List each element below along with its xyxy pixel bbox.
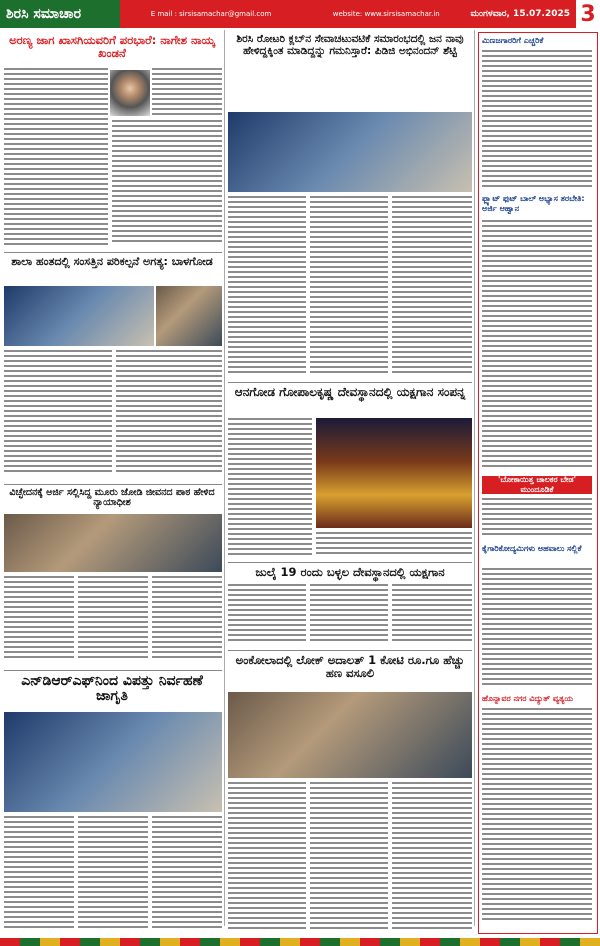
- headline-divorce: ವಿಚ್ಛೇದನಕ್ಕೆ ಅರ್ಜಿ ಸಲ್ಲಿಸಿದ್ದ ಮೂರು ಜೋಡಿ ಜೀವನದ ಪಾಠ ಹೇಳಿದ ನ್ಯಾಯಾಧೀಶ: [9, 487, 215, 509]
- article-text: [4, 350, 112, 480]
- column-rule: [224, 30, 225, 926]
- headline-rotary: ಶಿರಸಿ ರೋಟರಿ ಕ್ಲಬ್‌ನ ಸೇವಾಚಟುವಟಿಕೆ ಸಮಾರಂಭದಲ್ಲಿ ಜನ ನಾವು ಹೇಳಿದ್ದಕ್ಕಿಂತ ಮಾಡಿದ್ದನ್ನು ಗಮನಿಸ್ತಾರೆ: ಪಿಡಿಜಿ ಅಭಿನಂದನ್ ಶೆಟ್ಟಿ: [236, 33, 464, 57]
- sidebar-text: [482, 498, 592, 538]
- logo: ಶಿರಸಿ ಸಮಾಚಾರ: [0, 0, 120, 28]
- photo-lok-adalat: [228, 692, 472, 778]
- article-text: [392, 196, 472, 378]
- article-text: [228, 418, 312, 558]
- issue-date: ಮಂಗಳವಾರ, 15.07.2025: [470, 9, 570, 19]
- article-text: [152, 68, 222, 118]
- sidebar-heading-3: 'ಬೋಕಾಯಿತ್ತ ಚಾಲಕರ ಬೇಡ' ಮುಂದೂಡಿಕೆ: [482, 476, 592, 494]
- divider: [4, 670, 222, 671]
- sidebar-heading-2: ಫ್ಲ್ಯಾಟ್ ಫುಟ್ ಬಾಲ್ ಅಭ್ಯಾಸ ತರಬೇತಿ: ಅರ್ಜಿ ಆಹ್ವಾನ: [482, 194, 585, 213]
- article-text: [4, 816, 74, 932]
- photo-nagesh-naik: [110, 70, 150, 116]
- article-text: [392, 584, 472, 646]
- divider: [4, 252, 222, 253]
- photo-couples: [4, 514, 222, 572]
- article-text: [78, 816, 148, 932]
- footer-border: [0, 938, 600, 946]
- sidebar-heading-1: ಮಿಣಜಗಾರರಿಗೆ ಎಚ್ಚರಿಕೆ: [482, 36, 544, 45]
- article-text: [316, 532, 472, 558]
- article-text: [152, 816, 222, 932]
- article-text: [228, 782, 306, 932]
- article-text: [310, 584, 388, 646]
- sidebar-heading-4: ಕೈಗಾರಿಕೋದ್ಯಮಿಗಳು ಅಹವಾಲು ಸಲ್ಲಿಕೆ: [482, 544, 582, 553]
- email: E mail : sirsisamachar@gmail.com: [150, 10, 272, 18]
- photo-ndrf-training: [4, 712, 222, 812]
- headline-ndrf: ಎನ್‌ಡಿಆರ್‌ಎಫ್‌ನಿಂದ ವಿಪತ್ತು ನಿರ್ವಹಣೆ ಜಾಗೃತಿ: [21, 673, 203, 705]
- article-text: [78, 576, 148, 666]
- page-number: 3: [576, 0, 600, 28]
- article-text: [392, 782, 472, 932]
- divider: [228, 382, 472, 383]
- article-text: [228, 584, 306, 646]
- article-text: [4, 68, 108, 248]
- article-text: [112, 120, 222, 248]
- article-text: [228, 196, 306, 378]
- article-text: [310, 782, 388, 932]
- article-text: [152, 576, 222, 666]
- photo-school-event: [4, 286, 154, 346]
- article-text: [310, 196, 388, 378]
- photo-speaker: [156, 286, 222, 346]
- website: website: www.sirsisamachar.in: [332, 10, 440, 18]
- photo-yakshagana: [316, 418, 472, 528]
- headline-lok-adalat: ಅಂಕೋಲಾದಲ್ಲಿ ಲೋಕ್ ಅದಾಲತ್ 1 ಕೋಟಿ ರೂ.ಗೂ ಹೆಚ್ಚು ಹಣ ವಸೂಲಿ: [235, 653, 465, 680]
- sidebar-heading-5: ಹೊನ್ನಾವರ ನಗರ ವಿದ್ಯುತ್ ವ್ಯತ್ಯಯ: [482, 694, 574, 703]
- headline-yakshagana-ballal: ಜುಲೈ 19 ರಂದು ಬಳ್ಳಲ ದೇವಸ್ಥಾನದಲ್ಲಿ ಯಕ್ಷಗಾನ: [255, 565, 445, 579]
- sidebar-text: [482, 568, 592, 688]
- photo-rotary-event: [228, 112, 472, 192]
- divider: [4, 484, 222, 485]
- sidebar-text: [482, 708, 592, 928]
- divider: [228, 650, 472, 651]
- article-text: [116, 350, 222, 480]
- sidebar-text: [482, 50, 592, 190]
- masthead: [0, 0, 600, 28]
- headline-yakshagana-anagod: ಆನಗೋಡ ಗೋಪಾಲಕೃಷ್ಣ ದೇವಸ್ಥಾನದಲ್ಲಿ ಯಕ್ಷಗಾನ ಸಂಪನ್ನ: [234, 385, 466, 399]
- headline-forest-land: ಅರಣ್ಯ ಜಾಗ ಖಾಸಗಿಯವರಿಗೆ ಪರಭಾರೆ: ನಾಗೇಶ ನಾಯ್ಕ ಖಂಡನೆ: [9, 33, 215, 60]
- divider: [228, 562, 472, 563]
- headline-school-parliament: ಶಾಲಾ ಹಂತದಲ್ಲಿ ಸಂಸತ್ತಿನ ಪರಿಕಲ್ಪನೆ ಅಗತ್ಯ: ಬಾಳಗೋಡ: [11, 255, 213, 268]
- article-text: [4, 576, 74, 666]
- column-rule: [474, 30, 475, 926]
- sidebar-text: [482, 220, 592, 470]
